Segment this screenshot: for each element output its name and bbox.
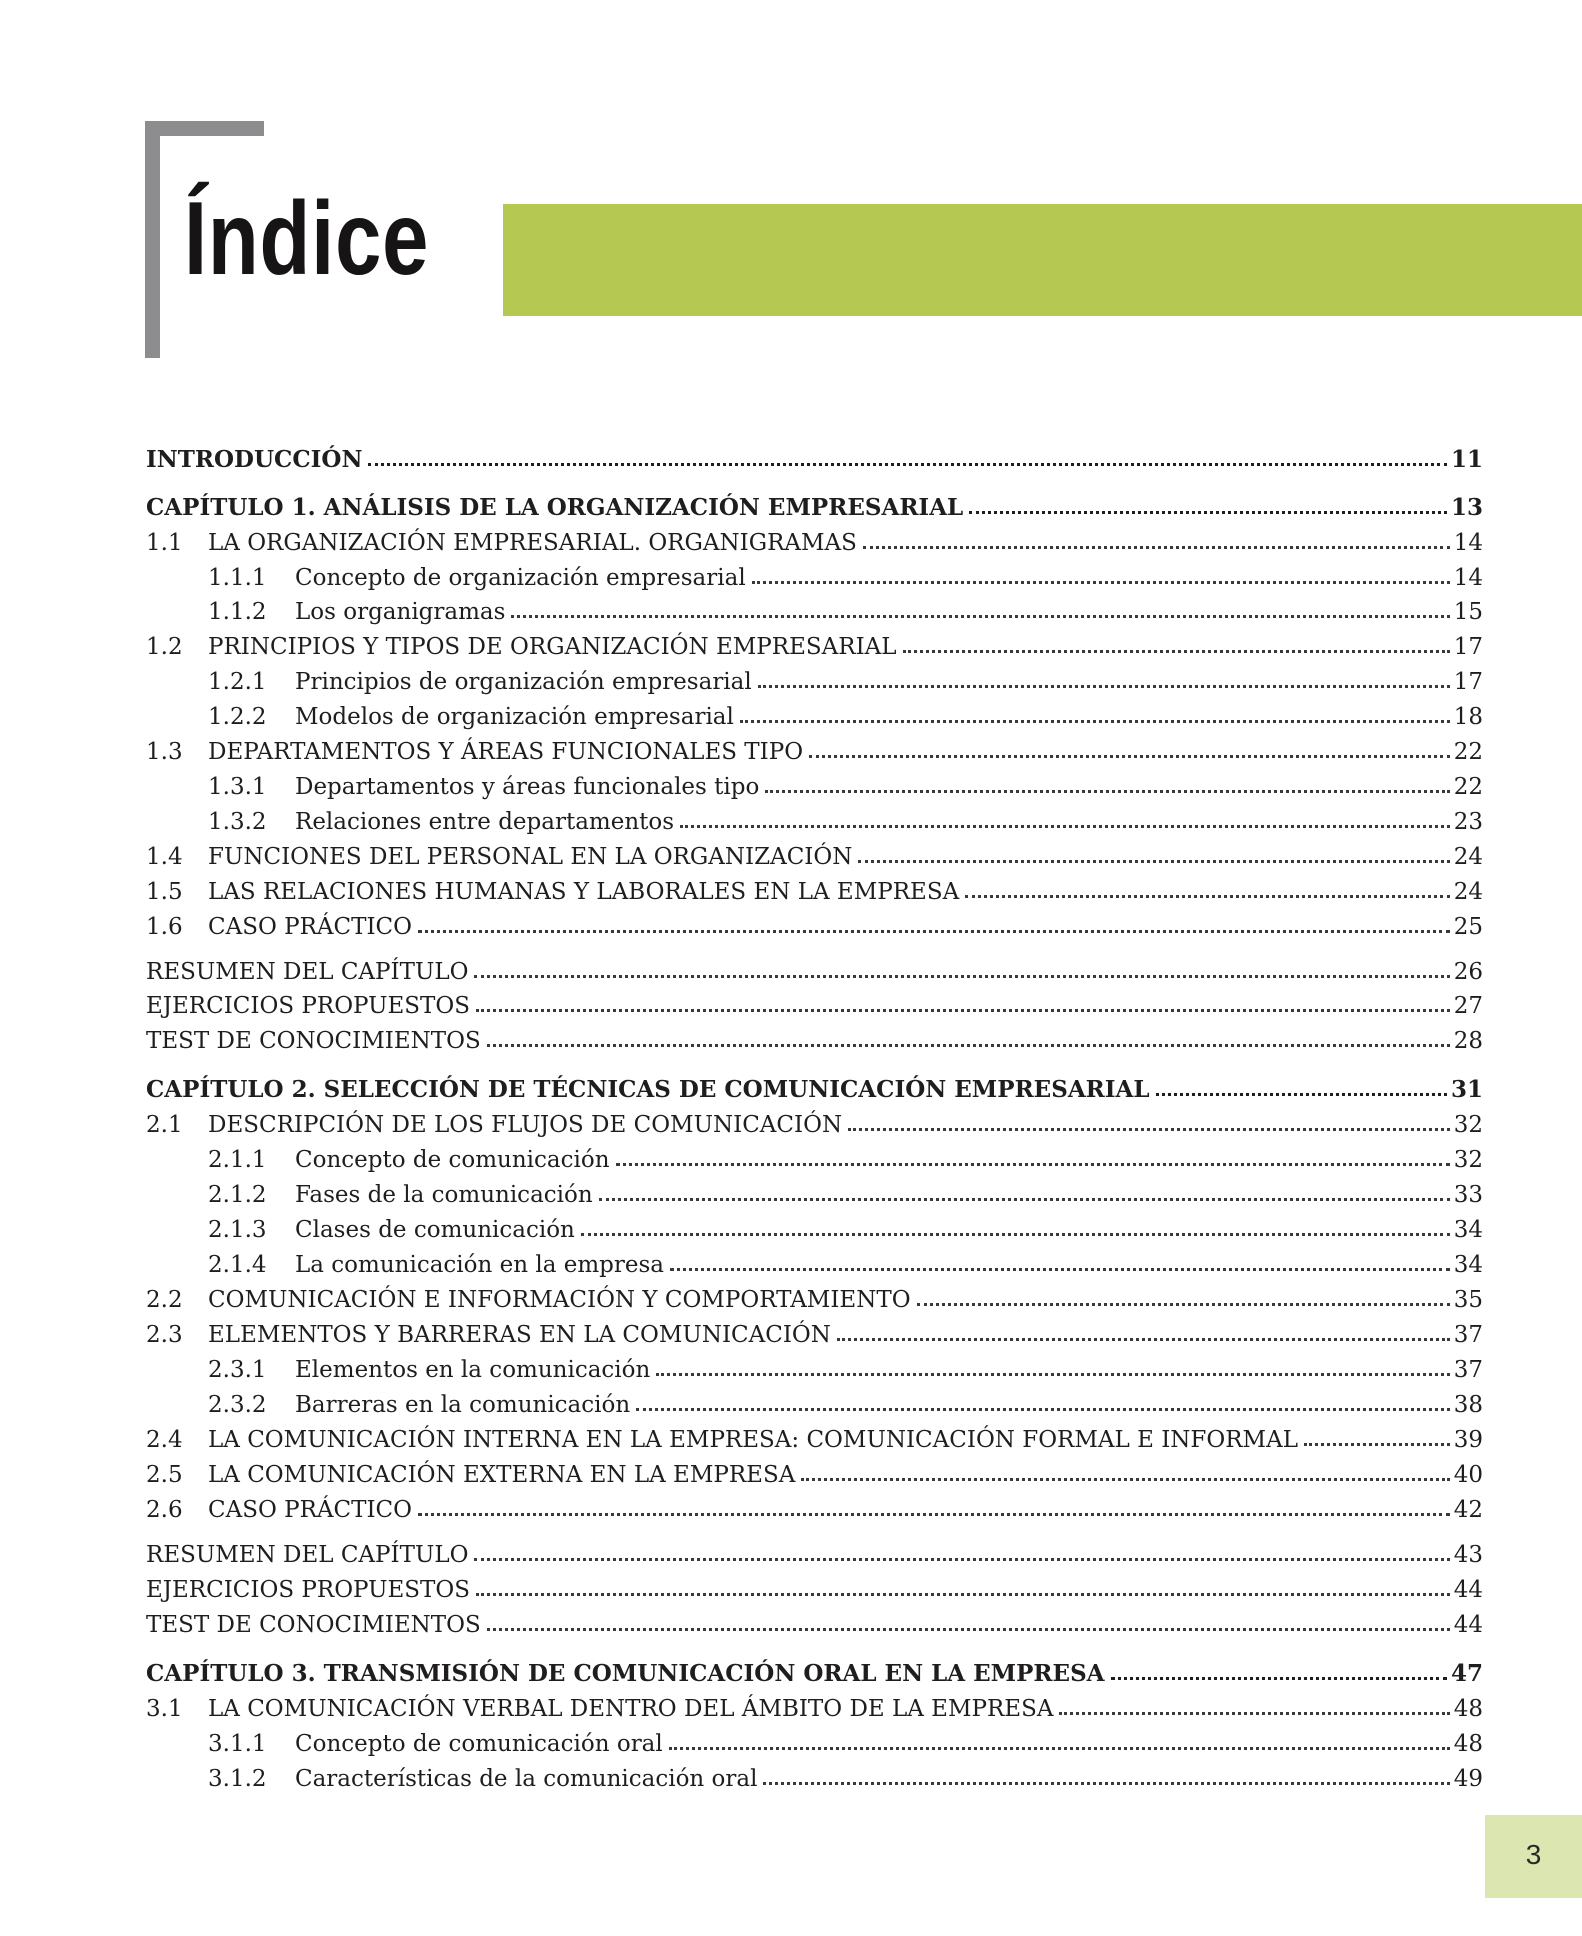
toc-entry-page: 38 xyxy=(1453,1392,1483,1418)
toc-entry-number: 3.1.2 xyxy=(208,1766,267,1792)
toc-entry-page: 43 xyxy=(1453,1542,1483,1568)
toc-entry-number: 1.3 xyxy=(146,739,183,765)
toc-entry xyxy=(146,626,1483,660)
toc-entry-title: Clases de comunicación xyxy=(295,1217,575,1243)
toc-entry-page: 31 xyxy=(1450,1076,1483,1103)
toc-entry xyxy=(146,951,1483,985)
toc-entry-number: 1.5 xyxy=(146,879,183,905)
toc-entry xyxy=(146,696,1483,730)
bracket-vertical-bar xyxy=(145,121,160,358)
dot-leader xyxy=(752,581,1450,584)
toc-entry-title: EJERCICIOS PROPUESTOS xyxy=(146,993,471,1019)
page-title: Índice xyxy=(184,181,430,297)
dot-leader xyxy=(418,930,1450,933)
toc-entry-page: 34 xyxy=(1453,1252,1483,1278)
dot-leader xyxy=(636,1408,1450,1411)
toc-entry xyxy=(146,985,1483,1019)
toc-entry-page: 34 xyxy=(1453,1217,1483,1243)
toc-entry xyxy=(146,1534,1483,1568)
toc-entry xyxy=(146,1489,1483,1523)
toc-entry xyxy=(146,1653,1483,1687)
toc-entry-page: 14 xyxy=(1453,565,1483,591)
toc-entry-page: 17 xyxy=(1453,669,1483,695)
toc-entry-page: 23 xyxy=(1453,809,1483,835)
toc-entry-title: Concepto de comunicación oral xyxy=(295,1731,663,1757)
toc-entry-title: CAPÍTULO 1. ANÁLISIS DE LA ORGANIZACIÓN EMPRESARIAL xyxy=(146,494,964,521)
toc-entry-number: 1.6 xyxy=(146,914,183,940)
toc-entry-page: 28 xyxy=(1453,1028,1483,1054)
toc-entry-title: Concepto de comunicación xyxy=(295,1147,610,1173)
toc-entry xyxy=(146,906,1483,940)
toc-entry-page: 22 xyxy=(1453,774,1483,800)
toc-entry-title: RESUMEN DEL CAPÍTULO xyxy=(146,1542,469,1568)
toc-entry xyxy=(146,557,1483,591)
dot-leader xyxy=(969,511,1447,514)
toc-entry xyxy=(146,1419,1483,1453)
toc-entry-page: 44 xyxy=(1453,1577,1483,1603)
toc-entry-title: CAPÍTULO 2. SELECCIÓN DE TÉCNICAS DE COMUNICACIÓN EMPRESARIAL xyxy=(146,1076,1150,1103)
toc-entry-title: LAS RELACIONES HUMANAS Y LABORALES EN LA EMPRESA xyxy=(208,879,960,905)
dot-leader xyxy=(476,1009,1450,1012)
dot-leader xyxy=(599,1198,1450,1201)
toc-entry-page: 17 xyxy=(1453,634,1483,660)
dot-leader xyxy=(917,1303,1450,1306)
toc-entry-page: 18 xyxy=(1453,704,1483,730)
toc-entry xyxy=(146,766,1483,800)
dot-leader xyxy=(1156,1093,1447,1096)
toc-entry-page: 14 xyxy=(1453,530,1483,556)
toc-entry-page: 26 xyxy=(1453,959,1483,985)
toc-entry-page: 32 xyxy=(1453,1112,1483,1138)
page-number: 3 xyxy=(1525,1839,1542,1870)
toc-entry-page: 11 xyxy=(1450,446,1483,473)
toc-entry-page: 13 xyxy=(1450,494,1483,521)
toc-entry-page: 44 xyxy=(1453,1612,1483,1638)
toc-entry-number: 1.1 xyxy=(146,530,183,556)
toc-entry-title: CAPÍTULO 3. TRANSMISIÓN DE COMUNICACIÓN ORAL EN LA EMPRESA xyxy=(146,1660,1105,1687)
toc-entry-title: INTRODUCCIÓN xyxy=(146,446,363,473)
toc-entry-number: 1.2 xyxy=(146,634,183,660)
toc-entry xyxy=(146,1174,1483,1208)
toc-entry-number: 1.1.2 xyxy=(208,599,267,625)
dot-leader xyxy=(1059,1712,1449,1715)
dot-leader xyxy=(903,650,1450,653)
toc-entry-title: RESUMEN DEL CAPÍTULO xyxy=(146,959,469,985)
toc-entry-number: 3.1.1 xyxy=(208,1731,267,1757)
dot-leader xyxy=(487,1044,1450,1047)
toc-entry-number: 2.5 xyxy=(146,1462,183,1488)
dot-leader xyxy=(801,1478,1449,1481)
dot-leader xyxy=(1111,1677,1447,1680)
toc-entry-number: 1.3.2 xyxy=(208,809,267,835)
dot-leader xyxy=(837,1338,1450,1341)
toc-entry xyxy=(146,487,1483,521)
dot-leader xyxy=(848,1128,1450,1131)
dot-leader xyxy=(581,1233,1450,1236)
bracket-horizontal-bar xyxy=(145,121,264,136)
dot-leader xyxy=(863,546,1450,549)
toc-entry-page: 24 xyxy=(1453,879,1483,905)
dot-leader xyxy=(511,615,1449,618)
toc-entry-page: 48 xyxy=(1453,1731,1483,1757)
toc-entry-title: LA COMUNICACIÓN EXTERNA EN LA EMPRESA xyxy=(208,1462,796,1488)
dot-leader xyxy=(669,1747,1450,1750)
toc-entry-title: Elementos en la comunicación xyxy=(295,1357,651,1383)
toc-entry xyxy=(146,1279,1483,1313)
toc-entry xyxy=(146,1723,1483,1757)
toc-entry-page: 37 xyxy=(1453,1322,1483,1348)
toc-entry-title: LA COMUNICACIÓN INTERNA EN LA EMPRESA: COMUNICACIÓN FORMAL E INFORMAL xyxy=(208,1427,1298,1453)
toc-entry-title: La comunicación en la empresa xyxy=(295,1252,664,1278)
toc-entry-number: 2.1.3 xyxy=(208,1217,267,1243)
toc-entry xyxy=(146,1454,1483,1488)
toc-entry-page: 49 xyxy=(1453,1766,1483,1792)
toc-entry xyxy=(146,1384,1483,1418)
toc-entry-title: Fases de la comunicación xyxy=(295,1182,593,1208)
dot-leader xyxy=(474,975,1449,978)
toc-entry xyxy=(146,1020,1483,1054)
dot-leader xyxy=(616,1163,1450,1166)
toc-entry-number: 2.6 xyxy=(146,1497,183,1523)
toc-entry-title: DEPARTAMENTOS Y ÁREAS FUNCIONALES TIPO xyxy=(208,739,804,765)
dot-leader xyxy=(474,1558,1449,1561)
toc-entry xyxy=(146,1139,1483,1173)
toc-entry-number: 2.3.1 xyxy=(208,1357,267,1383)
toc-entry-page: 35 xyxy=(1453,1287,1483,1313)
toc-entry xyxy=(146,661,1483,695)
dot-leader xyxy=(418,1513,1450,1516)
toc-entry-title: Características de la comunicación oral xyxy=(295,1766,758,1792)
toc-entry-number: 1.4 xyxy=(146,844,183,870)
toc-entry-page: 22 xyxy=(1453,739,1483,765)
toc-entry-number: 1.2.2 xyxy=(208,704,267,730)
dot-leader xyxy=(656,1373,1449,1376)
toc-entry-number: 1.3.1 xyxy=(208,774,267,800)
toc-entry-number: 2.1 xyxy=(146,1112,183,1138)
toc-entry-number: 2.3 xyxy=(146,1322,183,1348)
toc-entry-title: ELEMENTOS Y BARRERAS EN LA COMUNICACIÓN xyxy=(208,1322,831,1348)
toc-entry-number: 1.2.1 xyxy=(208,669,267,695)
toc-entry xyxy=(146,1314,1483,1348)
toc-entry-page: 25 xyxy=(1453,914,1483,940)
dot-leader xyxy=(858,860,1449,863)
toc-entry-page: 42 xyxy=(1453,1497,1483,1523)
toc-entry xyxy=(146,1604,1483,1638)
toc-entry-title: EJERCICIOS PROPUESTOS xyxy=(146,1577,471,1603)
toc-entry-number: 2.1.4 xyxy=(208,1252,267,1278)
toc-entry xyxy=(146,1244,1483,1278)
toc-entry-title: Departamentos y áreas funcionales tipo xyxy=(295,774,760,800)
toc-entry xyxy=(146,836,1483,870)
dot-leader xyxy=(670,1268,1450,1271)
toc-entry xyxy=(146,871,1483,905)
toc-entry-number: 3.1 xyxy=(146,1696,183,1722)
toc-entry xyxy=(146,1069,1483,1103)
toc-entry-title: TEST DE CONOCIMIENTOS xyxy=(146,1028,481,1054)
toc-entry-title: PRINCIPIOS Y TIPOS DE ORGANIZACIÓN EMPRESARIAL xyxy=(208,634,897,660)
toc-entry xyxy=(146,1349,1483,1383)
toc-entry xyxy=(146,731,1483,765)
toc-entry xyxy=(146,1688,1483,1722)
dot-leader xyxy=(680,825,1450,828)
toc-entry-title: Principios de organización empresarial xyxy=(295,669,752,695)
toc-entry-page: 48 xyxy=(1453,1696,1483,1722)
toc-entry-title: Barreras en la comunicación xyxy=(295,1392,631,1418)
toc-entry xyxy=(146,439,1483,473)
toc-entry-page: 47 xyxy=(1450,1660,1483,1687)
dot-leader xyxy=(476,1593,1450,1596)
toc-entry-title: Los organigramas xyxy=(295,599,506,625)
toc-entry xyxy=(146,801,1483,835)
toc-entry-page: 37 xyxy=(1453,1357,1483,1383)
toc-entry-page: 24 xyxy=(1453,844,1483,870)
toc-entry-title: DESCRIPCIÓN DE LOS FLUJOS DE COMUNICACIÓN xyxy=(208,1112,843,1138)
toc-entry-title: FUNCIONES DEL PERSONAL EN LA ORGANIZACIÓN xyxy=(208,844,853,870)
toc-entry-title: LA ORGANIZACIÓN EMPRESARIAL. ORGANIGRAMAS xyxy=(208,530,857,556)
toc-entry-page: 32 xyxy=(1453,1147,1483,1173)
toc-entry-title: CASO PRÁCTICO xyxy=(208,914,413,940)
toc-entry-title: COMUNICACIÓN E INFORMACIÓN Y COMPORTAMIENTO xyxy=(208,1287,911,1313)
toc-entry xyxy=(146,1104,1483,1138)
toc-entry-title: Concepto de organización empresarial xyxy=(295,565,746,591)
toc-entry xyxy=(146,1758,1483,1792)
toc-entry xyxy=(146,1569,1483,1603)
toc-entry xyxy=(146,522,1483,556)
toc-entry-title: Modelos de organización empresarial xyxy=(295,704,734,730)
dot-leader xyxy=(740,720,1450,723)
title-accent-bar xyxy=(503,204,1582,316)
toc-entry-title: TEST DE CONOCIMIENTOS xyxy=(146,1612,481,1638)
dot-leader xyxy=(758,685,1450,688)
dot-leader xyxy=(1304,1443,1450,1446)
toc-entry-page: 39 xyxy=(1453,1427,1483,1453)
toc-entry-number: 2.1.2 xyxy=(208,1182,267,1208)
dot-leader xyxy=(368,463,1447,466)
toc-entry-title: CASO PRÁCTICO xyxy=(208,1497,413,1523)
toc-entry-title: LA COMUNICACIÓN VERBAL DENTRO DEL ÁMBITO DE LA EMPRESA xyxy=(208,1696,1054,1722)
dot-leader xyxy=(487,1628,1450,1631)
toc-entry-number: 2.2 xyxy=(146,1287,183,1313)
toc-entry-number: 2.1.1 xyxy=(208,1147,267,1173)
toc-entry-number: 1.1.1 xyxy=(208,565,267,591)
toc-entry xyxy=(146,1209,1483,1243)
dot-leader xyxy=(809,755,1450,758)
toc-entry-number: 2.4 xyxy=(146,1427,183,1453)
dot-leader xyxy=(965,895,1450,898)
toc-entry-number: 2.3.2 xyxy=(208,1392,267,1418)
toc-entry-title: Relaciones entre departamentos xyxy=(295,809,675,835)
toc-entry-page: 33 xyxy=(1453,1182,1483,1208)
dot-leader xyxy=(765,790,1449,793)
toc-entry xyxy=(146,591,1483,625)
dot-leader xyxy=(763,1782,1449,1785)
toc-entry-page: 27 xyxy=(1453,993,1483,1019)
toc-entry-page: 40 xyxy=(1453,1462,1483,1488)
toc-entry-page: 15 xyxy=(1453,599,1483,625)
page-number-badge xyxy=(1485,1815,1582,1898)
